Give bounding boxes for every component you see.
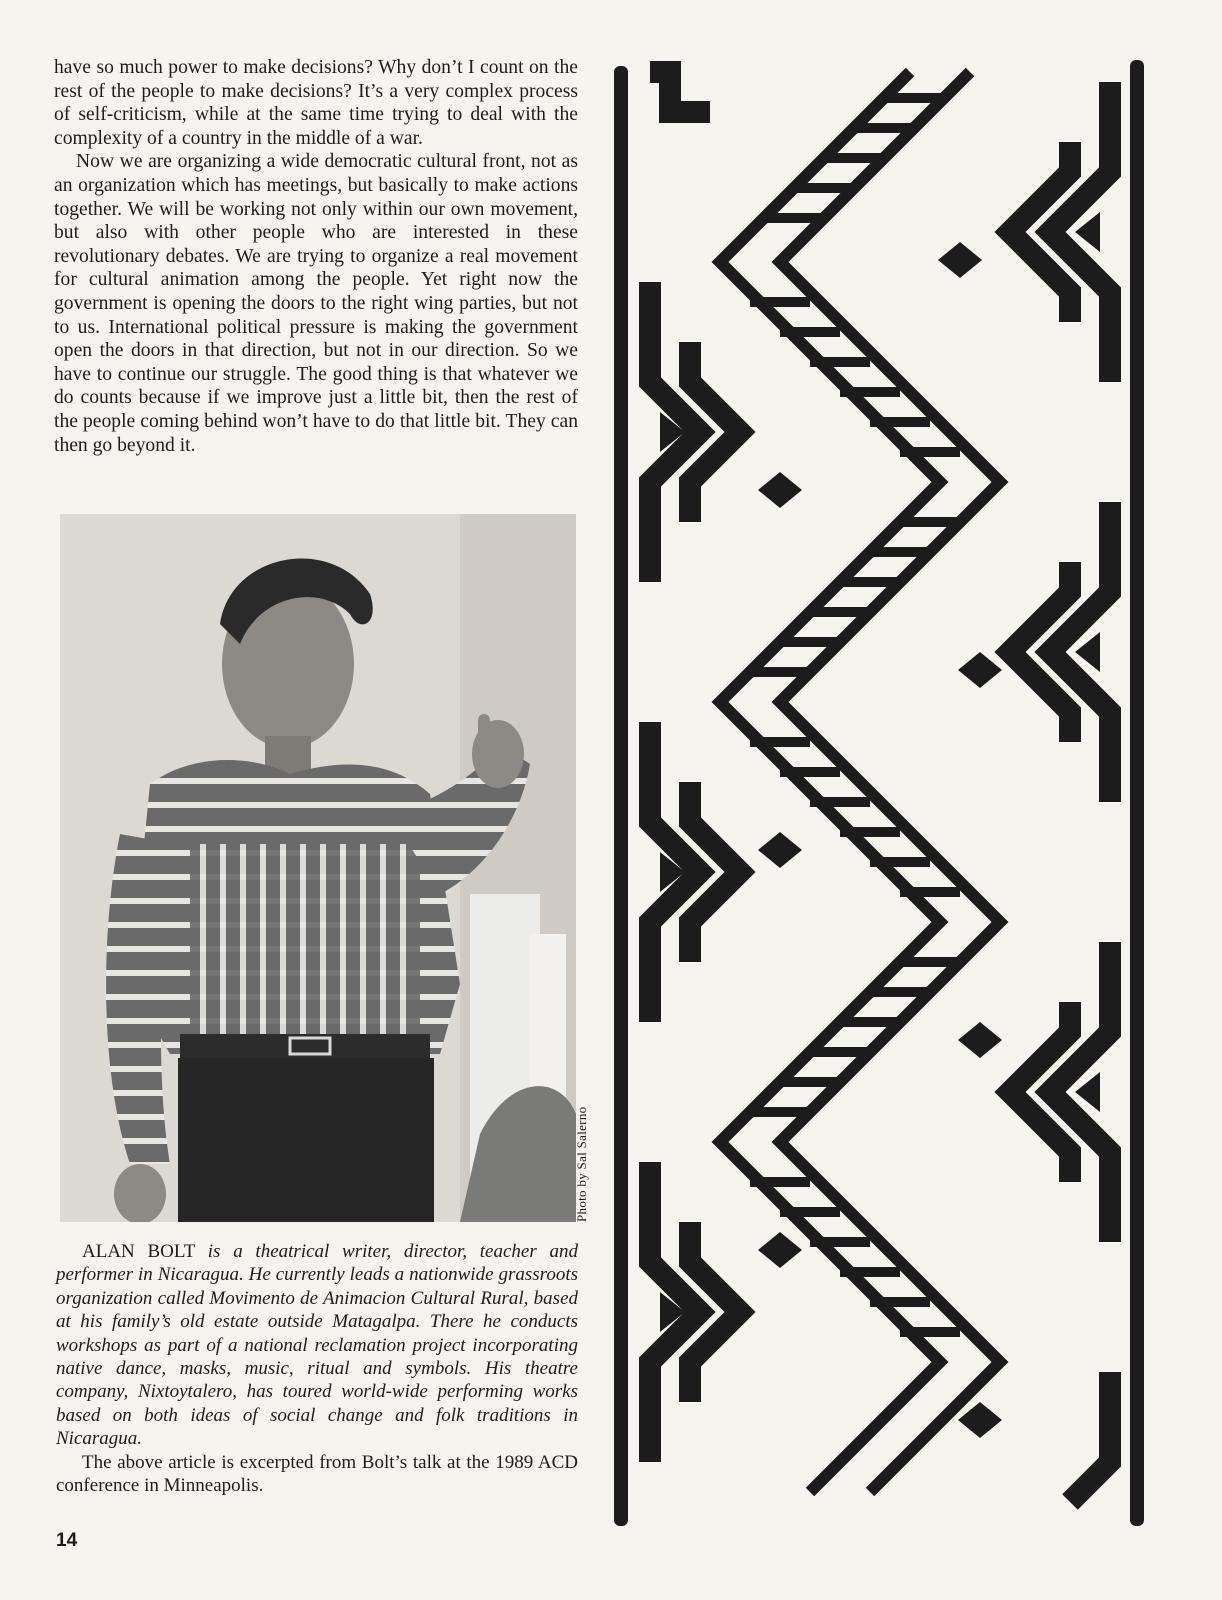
decorative-border-pattern: [610, 52, 1150, 1534]
bio-source-note: The above article is excerpted from Bolt’s talk at the 1989 ACD conference in Minneapolis.: [56, 1451, 578, 1497]
portrait-illustration: [60, 514, 576, 1222]
photo-credit: Photo by Sal Salerno: [574, 1106, 589, 1222]
author-bio: [56, 1240, 578, 1497]
page-number: 14: [56, 1530, 78, 1551]
portrait-photo: [60, 514, 576, 1222]
article-body: [54, 56, 578, 457]
bio-paragraph: [56, 1240, 578, 1451]
bio-name: ALAN BOLT: [82, 1241, 196, 1262]
article-paragraph-2: Now we are organizing a wide democratic cultural front, not as an organization which has meetings, but basically to make actions together. We will be working not only within our own movement, but also with other people who are interested in these revolutionary debates. We are trying to organize a real movement for cultural animation among the people. Yet right now the government is opening the doors to the right wing parties, but not to us. International political pressure is making the government open the doors in that direction, but not in our direction. So we have to continue our struggle. The good thing is that whatever we do counts because if we improve just a little bit, then the rest of the people coming behind won’t have to do that little bit. They can then go beyond it.: [54, 151, 578, 456]
article-paragraph-1: have so much power to make decisions? Why don’t I count on the rest of the people to make decisions? It’s a very complex process of self-criticism, while at the same time trying to deal with the complexity of a country in the middle of a war.: [54, 57, 578, 149]
bio-text: is a theatrical writer, director, teacher and performer in Nicaragua. He currently leads a nationwide grassroots organization called Movimento de Animacion Cultural Rural, based at his family’s old estate outside Matagalpa. There he conducts workshops as part of a national reclamation project incorporating native dance, masks, music, ritual and symbols. His theatre company, Nixtoytalero, has toured world-wide performing works based on both ideas of social change and folk traditions in Nicaragua.: [56, 1241, 578, 1450]
